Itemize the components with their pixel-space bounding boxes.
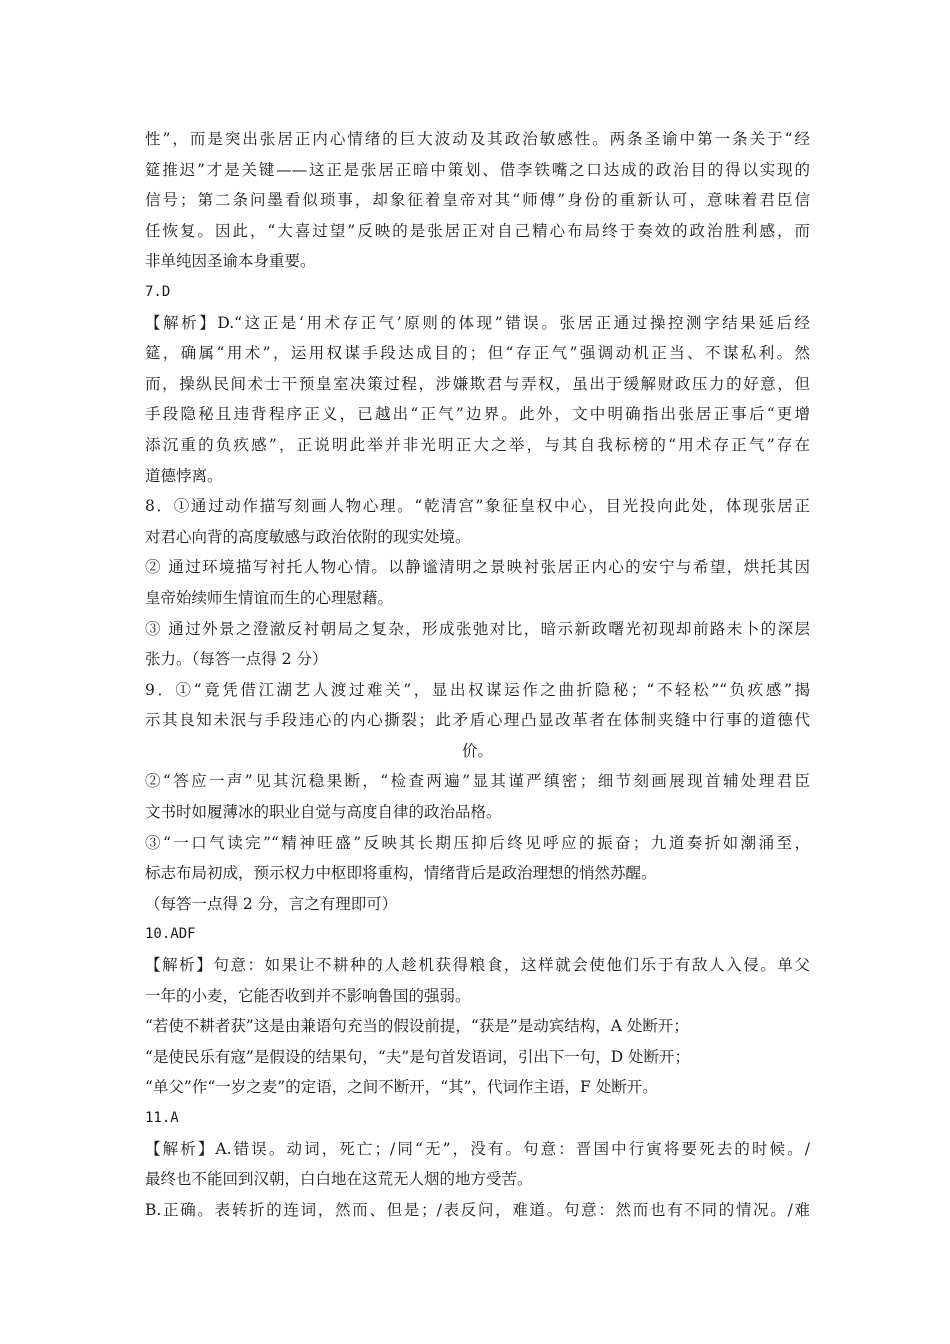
text-line: “单父”作“一岁之麦”的定语，之间不断开，“其”，代词作主语，F 处断开。 (145, 1078, 658, 1097)
text-line: 筵推迟”才是关键——这正是张居正暗中策划、借李铁嘴之口达成的政治目的得以实现的 (145, 160, 810, 179)
text-line: 标志布局初成，预示权力中枢即将重构，情绪背后是政治理想的悄然苏醒。 (145, 864, 657, 883)
text-line: ②“答应一声”见其沉稳果断，“检查两遍”显其谨严缜密；细节刻画展现首辅处理君臣 (145, 772, 810, 791)
answer-number: 10.ADF (145, 926, 196, 943)
text-line: 筵，确属“用术”，运用权谋手段达成目的；但“存正气”强调动机正当、不谋私利。然 (145, 344, 810, 363)
text-line: “若使不耕者获”这是由兼语句充当的假设前提，“获是”是动宾结构，A 处断开； (145, 1017, 689, 1036)
text-line: 道德悖离。 (145, 466, 223, 485)
answer-number: 11.A (145, 1110, 179, 1126)
text-line: 文书时如履薄冰的职业自觉与高度自律的政治品格。 (145, 803, 502, 822)
text-line: 最终也不能回到汉朝，白白地在这荒无人烟的地方受苦。 (145, 1170, 533, 1189)
text-line: 而，操纵民间术士干预皇室决策过程，涉嫌欺君与弄权，虽出于缓解财政压力的好意，但 (145, 374, 810, 393)
text-line: 对君心向背的高度敏感与政治依附的现实处境。 (145, 527, 471, 546)
text-line: “是使民乐有寇”是假设的结果句，“夫”是句首发语词，引出下一句，D 处断开； (145, 1047, 691, 1066)
text-line: 非单纯因圣谕本身重要。 (145, 252, 316, 271)
text-line: 添沉重的负疚感”，正说明此举并非光明正大之举，与其自我标榜的“用术存正气”存在 (145, 435, 810, 454)
text-line: 性”，而是突出张居正内心情绪的巨大波动及其政治敏感性。两条圣谕中第一条关于“经 (145, 130, 810, 148)
text-line: 任恢复。因此，“大喜过望”反映的是张居正对自己精心布局终于奏效的政治胜利感，而 (145, 221, 810, 240)
analysis-heading-line: 【解析】D.“这正是‘用术存正气’原则的体现”错误。张居正通过操控测字结果延后经 (145, 313, 810, 332)
text-line: ③ 通过外景之澄澈反衬朝局之复杂，形成张弛对比，暗示新政曙光初现却前路未卜的深层 (145, 619, 810, 638)
answer-text (145, 124, 810, 1225)
text-line: 价。 (461, 741, 493, 760)
score-note: （每答一点得 2 分，言之有理即可） (145, 894, 398, 913)
text-line: 皇帝始续师生情谊而生的心理慰藉。 (145, 588, 394, 607)
answer-number: 7.D (145, 283, 171, 300)
answer-9-line: 9．①“竟凭借江湖艺人渡过难关”，显出权谋运作之曲折隐秘；“不轻松”“负疚感”揭 (145, 680, 810, 699)
answer-8-line: 8．①通过动作描写刻画人物心理。“乾清宫”象征皇权中心，目光投向此处，体现张居正 (145, 497, 810, 516)
text-line: ③“一口气读完”“精神旺盛”反映其长期压抑后终见呼应的振奋；九道奏折如潮涌至， (145, 833, 810, 852)
text-line: 手段隐秘且违背程序正义，已越出“正气”边界。此外，文中明确指出张居正事后“更增 (145, 405, 810, 424)
text-line: 张力。（每答一点得 2 分） (145, 650, 328, 669)
text-line: 信号；第二条问墨看似琐事，却象征着皇帝对其“师傅”身份的重新认可，意味着君臣信 (145, 191, 810, 210)
analysis-heading-line: 【解析】句意：如果让不耕种的人趁机获得粮食，这样就会使他们乐于有敌人入侵。单父 (145, 956, 810, 975)
text-line: ② 通过环境描写衬托人物心情。以静谧清明之景映衬张居正内心的安宁与希望，烘托其因 (145, 558, 810, 577)
text-line: B.正确。表转折的连词，然而、但是；/表反问，难道。句意：然而也有不同的情况。/难 (145, 1200, 810, 1219)
text-line: 一年的小麦，它能否收到并不影响鲁国的强弱。 (145, 986, 471, 1005)
text-line: 示其良知未泯与手段违心的内心撕裂；此矛盾心理凸显改革者在体制夹缝中行事的道德代 (145, 711, 810, 730)
analysis-heading-line: 【解析】A.错误。动词，死亡；/同“无”，没有。句意：晋国中行寅将要死去的时候。/ (145, 1139, 810, 1158)
